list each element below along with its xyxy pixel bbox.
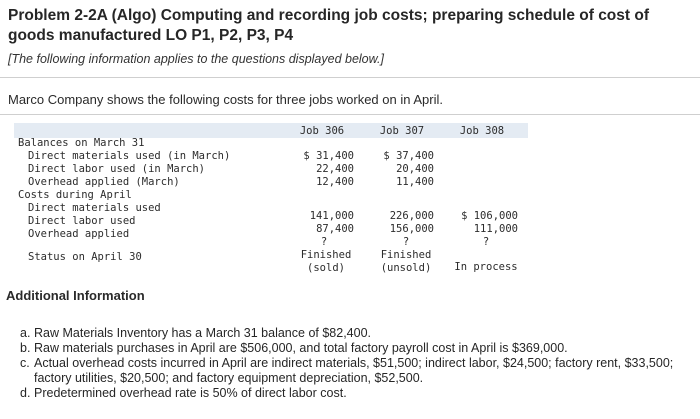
divider [0, 114, 700, 115]
row-label-balances-march-31: Balances on March 31 [18, 137, 145, 149]
additional-information-list [20, 326, 690, 401]
row-label-costs-april: Costs during April [18, 189, 132, 201]
intro-text: Marco Company shows the following costs for three jobs worked on in April. [8, 92, 443, 107]
additional-information-heading: Additional Information [6, 288, 145, 303]
cell-job308-dm-april: $ 106,000 [461, 210, 518, 222]
row-label-oh-march: Overhead applied (March) [28, 176, 180, 188]
row-label-dl-april: Direct labor used [28, 215, 136, 227]
problem-title: Problem 2-2A (Algo) Computing and recording job costs; preparing schedule of cost of goods manufactured LO P1, P2, P3, P4 [8, 7, 649, 44]
cell-job308-oh-april: ? [482, 236, 490, 248]
list-marker: d. [20, 386, 31, 400]
cell-job307-oh-march: 11,400 [396, 176, 434, 188]
instruction-note: [The following information applies to the questions displayed below.] [8, 52, 384, 66]
cell-job306-status: Finished [300, 249, 352, 261]
cell-job306-oh-april: ? [320, 236, 328, 248]
cell-job307-dm-march: $ 37,400 [383, 150, 434, 162]
row-label-dm-april: Direct materials used [28, 202, 161, 214]
list-item-text: Raw Materials Inventory has a March 31 balance of $82,400. [34, 326, 371, 340]
list-item-text: Actual overhead costs incurred in April are indirect materials, $51,500; indirect labor, $24,500; factory rent, $33,500; factory utilities, $20,500; and factory equipment depreciation, $52,500. [34, 356, 674, 385]
list-marker: a. [20, 326, 31, 340]
cell-job308-dl-april: 111,000 [473, 223, 518, 235]
cell-job306-oh-march: 12,400 [316, 176, 354, 188]
list-item [20, 341, 690, 356]
table-header-row [14, 123, 528, 138]
row-label-status: Status on April 30 [28, 251, 142, 263]
cell-job307-dl-march: 20,400 [396, 163, 434, 175]
list-item [20, 326, 690, 341]
cell-job306-dm-april: 141,000 [309, 210, 354, 222]
row-label-oh-april: Overhead applied [28, 228, 130, 240]
list-marker: c. [20, 356, 30, 370]
cell-job306-dl-march: 22,400 [316, 163, 354, 175]
job-cost-table [14, 123, 528, 283]
cell-job307-dm-april: 226,000 [389, 210, 434, 222]
cell-job308-status: In process [454, 261, 518, 273]
row-label-dl-march: Direct labor used (in March) [28, 163, 206, 175]
list-item-text: Predetermined overhead rate is 50% of direct labor cost. [34, 386, 347, 400]
column-header-job-307: Job 307 [379, 125, 425, 137]
cell-job307-oh-april: ? [402, 236, 410, 248]
column-header-job-306: Job 306 [299, 125, 345, 137]
cell-job307-status-detail: (unsold) [380, 262, 432, 274]
row-label-dm-march: Direct materials used (in March) [28, 150, 231, 162]
column-header-job-308: Job 308 [459, 125, 505, 137]
cell-job307-status: Finished [380, 249, 432, 261]
cell-job306-dm-march: $ 31,400 [303, 150, 354, 162]
cell-job307-dl-april: 156,000 [389, 223, 434, 235]
list-item [20, 386, 690, 401]
divider [0, 77, 700, 78]
cell-job306-dl-april: 87,400 [316, 223, 354, 235]
list-marker: b. [20, 341, 31, 355]
list-item-text: Raw materials purchases in April are $506,000, and total factory payroll cost in April is $369,000. [34, 341, 568, 355]
list-item [20, 356, 690, 386]
cell-job306-status-detail: (sold) [307, 262, 345, 274]
